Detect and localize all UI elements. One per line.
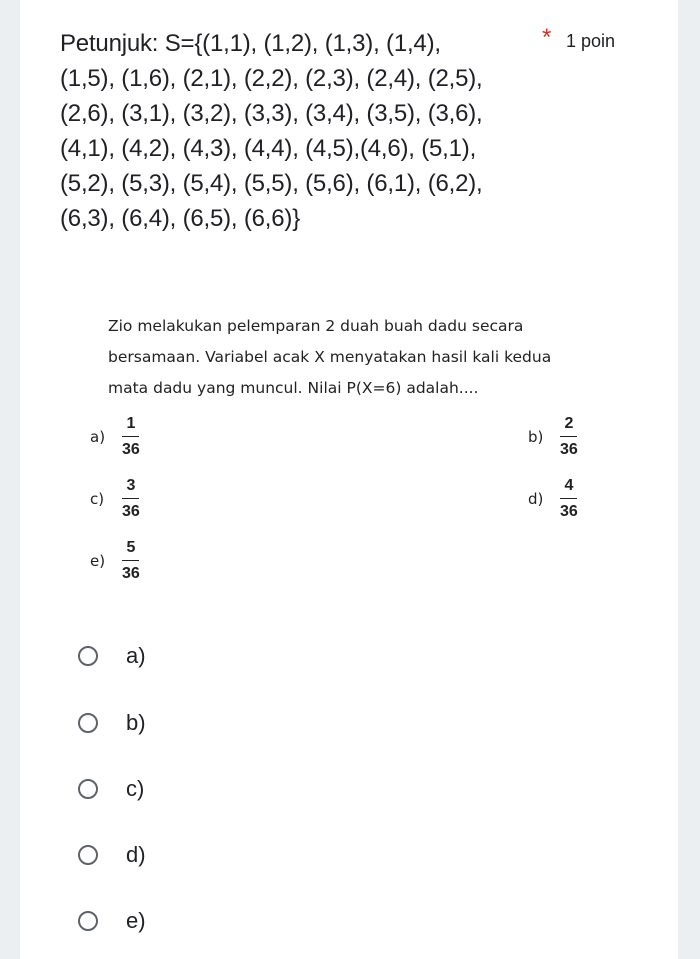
radio-button[interactable]	[78, 646, 98, 666]
denominator: 36	[122, 565, 140, 582]
option-label[interactable]: d)	[126, 842, 146, 867]
choice-label: a)	[90, 428, 106, 446]
option-label[interactable]: b)	[126, 710, 146, 735]
option-label[interactable]: c)	[126, 776, 145, 801]
question-line: (2,6), (3,1), (3,2), (3,3), (3,4), (3,5), (3,6),	[60, 100, 483, 127]
option-d[interactable]	[78, 842, 146, 868]
choice-a	[90, 414, 140, 460]
denominator: 36	[560, 441, 578, 458]
option-e[interactable]	[78, 908, 146, 934]
question-line: (1,5), (1,6), (2,1), (2,2), (2,3), (2,4), (2,5),	[60, 65, 483, 92]
question-line: (4,1), (4,2), (4,3), (4,4), (4,5),(4,6), (5,1),	[60, 135, 477, 162]
option-b[interactable]	[78, 710, 146, 736]
radio-button[interactable]	[78, 911, 98, 931]
problem-line: bersamaan. Variabel acak X menyatakan hasil kali kedua	[108, 348, 552, 366]
radio-button[interactable]	[78, 779, 98, 799]
option-a[interactable]	[78, 643, 146, 669]
required-asterisk: *	[542, 24, 552, 51]
problem-line: mata dadu yang muncul. Nilai P(X=6) adalah....	[108, 379, 479, 397]
question-title	[60, 26, 620, 236]
denominator: 36	[560, 503, 578, 520]
radio-button[interactable]	[78, 713, 98, 733]
numerator: 5	[122, 538, 139, 561]
denominator: 36	[122, 503, 140, 520]
numerator: 4	[560, 476, 577, 499]
question-line: (5,2), (5,3), (5,4), (5,5), (5,6), (6,1), (6,2),	[60, 170, 483, 197]
denominator: 36	[122, 441, 140, 458]
choice-c	[90, 476, 140, 522]
answer-choices-image	[90, 410, 650, 600]
choice-d	[528, 476, 578, 522]
numerator: 2	[560, 414, 577, 437]
choice-label: c)	[90, 490, 105, 508]
choice-label: b)	[528, 428, 544, 446]
choice-e	[90, 538, 140, 584]
question-card	[20, 0, 678, 959]
problem-image-text	[108, 311, 608, 404]
choice-b	[528, 414, 578, 460]
numerator: 3	[122, 476, 139, 499]
radio-button[interactable]	[78, 845, 98, 865]
fraction	[560, 476, 578, 522]
choice-label: d)	[528, 490, 544, 508]
fraction	[560, 414, 578, 460]
question-line: Petunjuk: S={(1,1), (1,2), (1,3), (1,4),	[60, 30, 441, 57]
fraction	[122, 414, 140, 460]
numerator: 1	[122, 414, 139, 437]
choice-label: e)	[90, 552, 106, 570]
problem-line: Zio melakukan pelemparan 2 duah buah dadu secara	[108, 317, 524, 335]
option-c[interactable]	[78, 776, 144, 802]
question-line: (6,3), (6,4), (6,5), (6,6)}	[60, 205, 301, 232]
fraction	[122, 538, 140, 584]
option-label[interactable]: a)	[126, 643, 146, 668]
points-label: 1 poin	[566, 31, 616, 51]
fraction	[122, 476, 140, 522]
option-label[interactable]: e)	[126, 908, 146, 933]
